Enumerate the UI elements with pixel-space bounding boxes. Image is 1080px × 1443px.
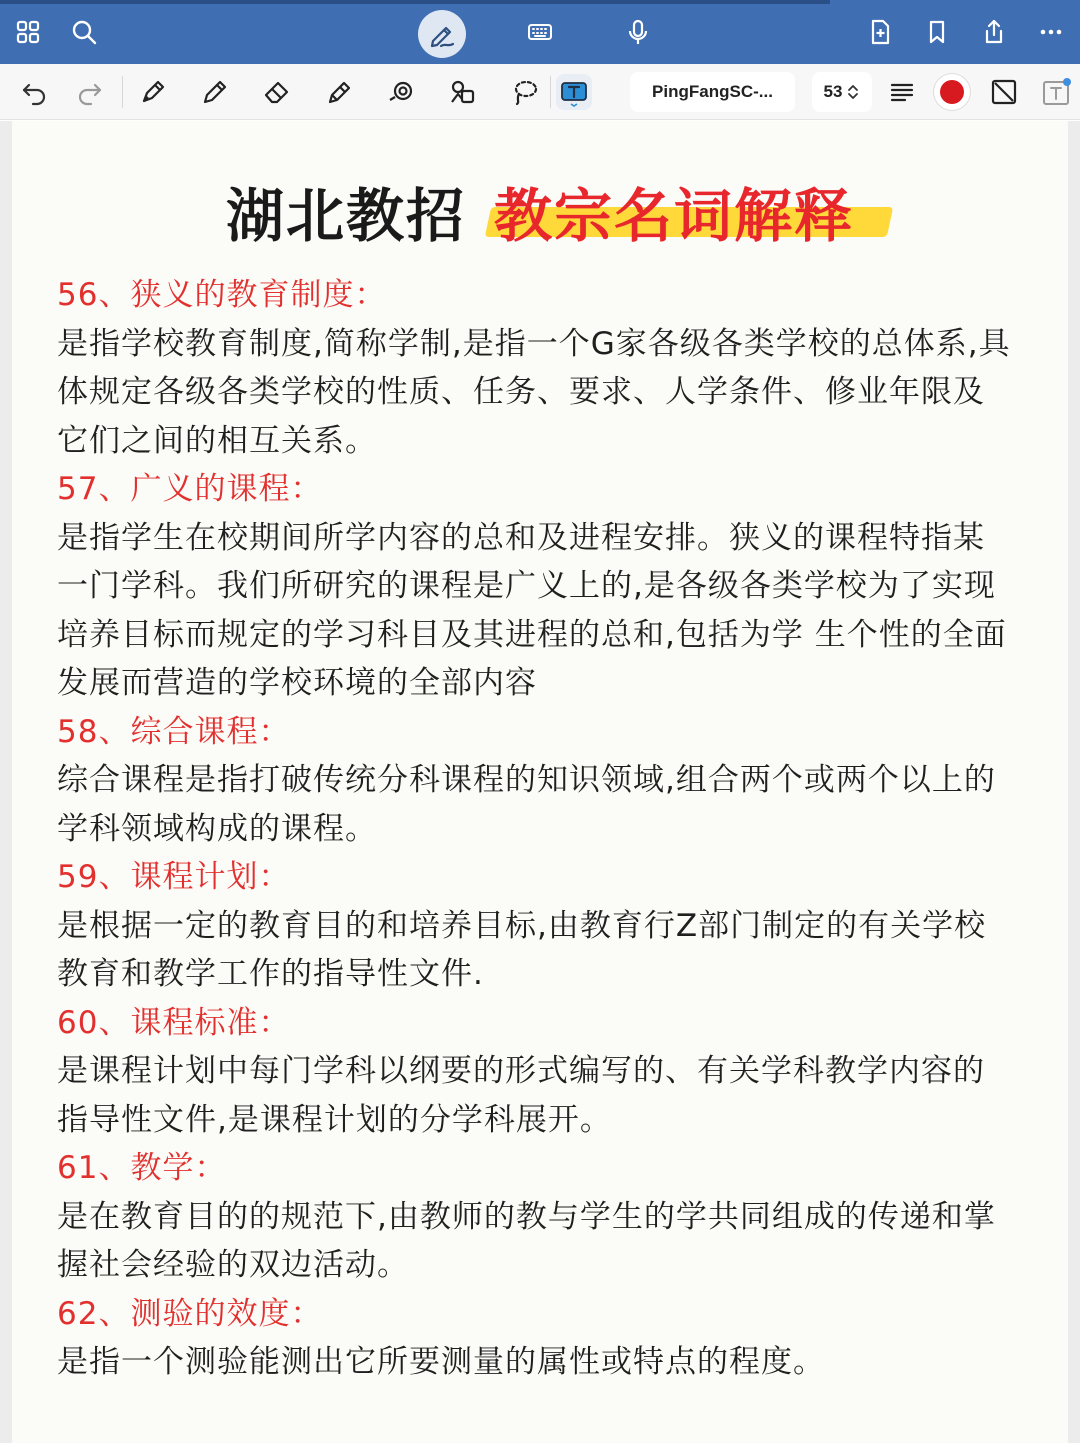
pen-color-swatch [940, 80, 964, 104]
textbox-icon[interactable] [1038, 74, 1074, 110]
shapes-icon[interactable] [383, 74, 419, 110]
definition-entry [57, 1144, 1032, 1290]
definition-entry [57, 1290, 1032, 1387]
entry-text-line: 是指一个测验能测出它所要测量的属性或特点的程度。 [57, 1344, 825, 1380]
font-family-select[interactable] [630, 72, 795, 112]
pen-icon[interactable] [135, 74, 171, 110]
entry-heading: 60、课程标准： [57, 1004, 291, 1041]
undo-icon[interactable] [16, 74, 52, 110]
lasso-icon[interactable] [507, 74, 543, 110]
definition-entry [57, 465, 1032, 708]
entry-text-line: 是指学校教育制度,简称学制,是指一个G家各级各类学校的总体系,具 [57, 325, 1011, 362]
entry-text-line: 它们之间的相互关系。 [57, 422, 377, 459]
grid-icon[interactable] [8, 12, 48, 52]
title-highlight-group [494, 169, 854, 253]
elements-icon[interactable] [445, 74, 481, 110]
eraser-icon[interactable] [259, 74, 295, 110]
add-page-icon[interactable] [860, 12, 900, 52]
align-icon[interactable] [884, 74, 920, 110]
page-title [12, 171, 1068, 251]
definition-list [57, 271, 1032, 1387]
chevron-up-down-icon [846, 83, 860, 101]
entry-text-line: 综合课程是指打破传统分科课程的知识领域,组合两个或两个以上的 [57, 762, 996, 798]
entry-text-line: 是在教育目的的规范下,由教师的教与学生的学共同组成的传递和掌 [57, 1198, 996, 1235]
entry-text-line: 一门学科。我们所研究的课程是广义上的,是各级各类学校为了实现 [57, 568, 996, 604]
entry-text-line: 学科领域构成的课程。 [57, 810, 377, 847]
entry-text-line: 教育和教学工作的指导性文件. [57, 956, 484, 992]
entry-heading: 61、教学： [57, 1150, 227, 1186]
pencil-icon[interactable] [197, 74, 233, 110]
font-family-value: PingFangSC-... [652, 82, 773, 101]
title-highlight: 教宗名词解释 [494, 182, 855, 250]
entry-text-line: 指导性文件,是课程计划的分学科展开。 [57, 1101, 612, 1138]
entry-text-line: 是课程计划中每门学科以纲要的形式编写的、有关学科教学内容的 [57, 1053, 985, 1089]
definition-entry [57, 999, 1032, 1145]
font-size-stepper[interactable] [812, 72, 872, 112]
title-main: 湖北教招 [225, 182, 466, 250]
share-icon[interactable] [974, 12, 1014, 52]
bookmark-icon[interactable] [917, 12, 957, 52]
canvas-area[interactable] [0, 121, 1080, 1443]
keyboard-icon[interactable] [520, 12, 560, 52]
redo-icon[interactable] [72, 74, 108, 110]
entry-heading: 57、广义的课程： [57, 471, 323, 507]
no-fill-icon[interactable] [986, 74, 1022, 110]
entry-text-line: 发展而营造的学校环境的全部内容 [57, 665, 537, 701]
search-icon[interactable] [64, 12, 104, 52]
top-edge-strip [0, 0, 830, 4]
entry-text-line: 握社会经验的双边活动。 [57, 1247, 409, 1283]
entry-text-line: 培养目标而规定的学习科目及其进程的总和,包括为学 生个性的全面 [57, 616, 1007, 653]
toolbar-divider [122, 76, 123, 108]
color-picker-icon[interactable] [934, 74, 970, 110]
pen-mode-icon[interactable] [418, 10, 466, 58]
note-page[interactable] [12, 121, 1068, 1443]
entry-text-line: 是根据一定的教育目的和培养目标,由教育行Z部门制定的有关学校 [57, 907, 987, 944]
toolbar-divider [550, 76, 551, 108]
text-tool-icon[interactable] [556, 74, 592, 110]
entry-heading: 56、狭义的教育制度： [57, 277, 387, 313]
font-size-value: 53 [823, 82, 843, 101]
entry-heading: 59、课程计划： [57, 859, 291, 895]
definition-entry [57, 271, 1032, 465]
entry-text-line: 是指学生在校期间所学内容的总和及进程安排。狭义的课程特指某 [57, 519, 985, 556]
highlighter-icon[interactable] [321, 74, 357, 110]
entry-text-line: 体规定各级各类学校的性质、任务、要求、人学条件、修业年限及 [57, 374, 985, 410]
more-icon[interactable] [1031, 12, 1071, 52]
entry-heading: 58、综合课程： [57, 713, 291, 750]
microphone-icon[interactable] [618, 12, 658, 52]
definition-entry [57, 708, 1032, 854]
entry-heading: 62、测验的效度： [57, 1295, 323, 1332]
definition-entry [57, 853, 1032, 999]
top-navigation-bar [0, 0, 1080, 64]
